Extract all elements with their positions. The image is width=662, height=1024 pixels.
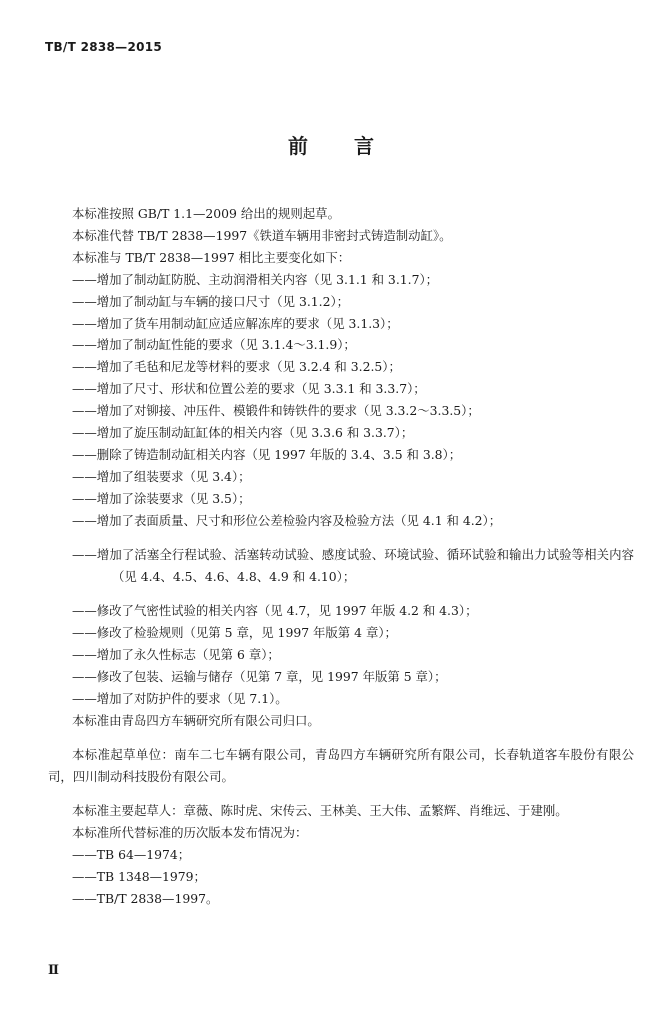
change-item: ——修改了检验规则（见第 5 章，见 1997 年版第 4 章）； (72, 625, 397, 641)
change-item: ——删除了铸造制动缸相关内容（见 1997 年版的 3.4、3.5 和 3.8）； (72, 446, 462, 462)
change-item: ——增加了尺寸、形状和位置公差的要求（见 3.3.1 和 3.3.7）； (72, 381, 426, 397)
paragraph-replaces: 本标准代替 TB/T 2838—1997《铁道车辆用非密封式铸造制动缸》。 (72, 227, 452, 243)
change-item: ——增加了组装要求（见 3.4）； (72, 468, 251, 484)
change-item: ——增加了货车用制动缸应适应解冻库的要求（见 3.1.3）； (72, 315, 399, 331)
change-item: ——修改了包装、运输与储存（见第 7 章，见 1997 年版第 5 章）； (72, 668, 447, 684)
paragraph-history-intro: 本标准所代替标准的历次版本发布情况为： (72, 825, 308, 841)
change-item: ——增加了毛毡和尼龙等材料的要求（见 3.2.4 和 3.2.5）； (72, 359, 401, 375)
change-item: ——增加了涂装要求（见 3.5）； (72, 490, 251, 506)
change-item: ——增加了制动缸防脱、主动润滑相关内容（见 3.1.1 和 3.1.7）； (72, 271, 439, 287)
page-title (0, 130, 662, 159)
page-number: Ⅱ (48, 963, 59, 978)
change-item: ——增加了制动缸性能的要求（见 3.1.4～3.1.9）； (72, 337, 356, 353)
change-item: ——增加了对防护件的要求（见 7.1）。 (72, 690, 288, 706)
paragraph-changes-intro: 本标准与 TB/T 2838—1997 相比主要变化如下： (72, 249, 351, 265)
change-item: ——修改了气密性试验的相关内容（见 4.7，见 1997 年版 4.2 和 4.3）； (72, 603, 478, 619)
paragraph-drafting-orgs: 本标准起草单位：南车二七车辆有限公司，青岛四方车辆研究所有限公司，长春轨道客车股份有限公司，四川制动科技股份有限公司。 (48, 747, 634, 784)
page-title-char-2: 言 (354, 134, 374, 158)
change-item: ——增加了制动缸与车辆的接口尺寸（见 3.1.2）； (72, 293, 350, 309)
standard-code: TB/T 2838—2015 (45, 40, 163, 54)
change-item: ——增加了活塞全行程试验、活塞转动试验、感度试验、环境试验、循环试验和输出力试验等相关内容（见 4.4、4.5、4.6、4.8、4.9 和 4.10）； (72, 546, 634, 584)
change-item: ——增加了表面质量、尺寸和形位公差检验内容及检验方法（见 4.1 和 4.2）； (72, 512, 502, 528)
paragraph-responsible-org: 本标准由青岛四方车辆研究所有限公司归口。 (72, 712, 320, 728)
history-item: ——TB 1348—1979； (72, 868, 206, 884)
change-item: ——增加了旋压制动缸缸体的相关内容（见 3.3.6 和 3.3.7）； (72, 425, 414, 441)
change-item: ——增加了对铆接、冲压件、模锻件和铸铁件的要求（见 3.3.2～3.3.5）； (72, 403, 480, 419)
page-title-char-1: 前 (288, 134, 308, 158)
change-item: ——增加了永久性标志（见第 6 章）； (72, 647, 280, 662)
paragraph-drafting-rules: 本标准按照 GB/T 1.1—2009 给出的规则起草。 (72, 206, 340, 221)
foreword-body (48, 203, 634, 910)
paragraph-drafters: 本标准主要起草人：章薇、陈时虎、宋传云、王林美、王大伟、孟繁辉、肖维远、于建刚。 (72, 803, 568, 819)
history-item: ——TB 64—1974； (72, 847, 191, 863)
history-item: ——TB/T 2838—1997。 (72, 890, 219, 906)
